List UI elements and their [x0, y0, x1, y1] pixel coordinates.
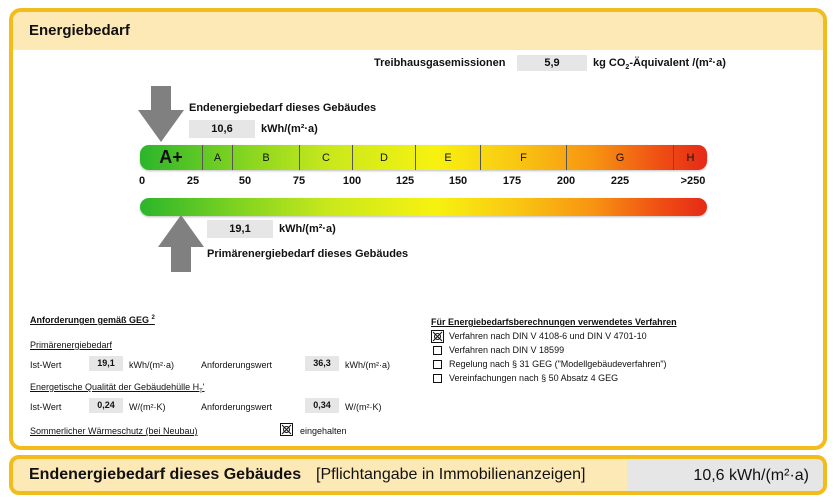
class-d: D [353, 145, 416, 170]
class-c: C [300, 145, 353, 170]
requirement-value-2-unit: W/(m²·K) [345, 402, 382, 412]
ist-value-label: Ist-Wert [30, 360, 62, 370]
method-option-label: Regelung nach § 31 GEG ("Modellgebäudeverfahren") [449, 359, 667, 369]
method-option-label: Verfahren nach DIN V 4108-6 und DIN V 4701-10 [449, 331, 647, 341]
method-option-checkbox[interactable] [431, 330, 444, 343]
requirement-value-2-label: Anforderungswert [201, 402, 273, 412]
envelope-quality-heading: Energetische Qualität der Gebäudehülle $H_T'$ [30, 382, 205, 395]
tick-label: 200 [556, 175, 576, 187]
check-cross-icon [280, 423, 293, 436]
method-option-checkbox[interactable] [433, 360, 442, 369]
primary-energy-value: 19,1 [207, 220, 273, 238]
check-cross-icon [431, 330, 444, 343]
class-b: B [233, 145, 300, 170]
efficiency-class-scale [140, 145, 707, 170]
primary-energy-arrow-icon [158, 215, 208, 272]
panel-title: Energiebedarf [29, 22, 130, 39]
class-e: E [416, 145, 481, 170]
requirements-heading: Anforderungen gemäß GEG $^2$ [30, 315, 155, 325]
method-option-label: Vereinfachungen nach § 50 Absatz 4 GEG [449, 373, 619, 383]
method-option-checkbox[interactable] [433, 374, 442, 383]
ist-value-unit: kWh/(m²·a) [129, 360, 174, 370]
tick-label: 125 [395, 175, 415, 187]
panel-header [13, 12, 823, 50]
requirement-value-2: 0,34 [305, 398, 339, 413]
footer-subtitle: [Pflichtangabe in Immobilienanzeigen] [316, 466, 586, 483]
class-a: A [203, 145, 233, 170]
tick-label: 50 [238, 175, 252, 187]
emissions-unit: kg $CO_2$-Äquivalent /(m²·a) [593, 57, 726, 72]
requirement-value-label: Anforderungswert [201, 360, 273, 370]
ist-value-2: 0,24 [89, 398, 123, 413]
listing-footer [9, 455, 827, 495]
tick-label: 100 [342, 175, 362, 187]
requirement-value-unit: kWh/(m²·a) [345, 360, 390, 370]
end-energy-arrow-icon [138, 86, 188, 142]
primary-energy-unit: kWh/(m²·a) [279, 223, 336, 235]
primary-energy-label: Primärenergiebedarf dieses Gebäudes [207, 248, 409, 260]
tick-label: 25 [186, 175, 200, 187]
emissions-value: 5,9 [517, 55, 587, 71]
end-energy-label: Endenergiebedarf dieses Gebäudes [189, 102, 377, 114]
tick-label: 150 [448, 175, 468, 187]
summer-heat-protection-checkbox[interactable] [280, 423, 293, 436]
footer-title: Endenergiebedarf dieses Gebäudes [29, 466, 302, 483]
class-h: H [686, 151, 695, 164]
method-heading: Für Energiebedarfsberechnungen verwendetes Verfahren [431, 317, 677, 327]
end-energy-value: 10,6 [189, 120, 255, 138]
emissions-label: Treibhausgasemissionen [374, 57, 506, 69]
summer-heat-protection-label: Sommerlicher Wärmeschutz (bei Neubau) [30, 426, 198, 436]
method-option-checkbox[interactable] [433, 346, 442, 355]
class-g: G [567, 145, 674, 170]
energy-demand-panel [9, 8, 827, 450]
primary-energy-gradient-bar [140, 198, 707, 216]
summer-heat-protection-status: eingehalten [300, 426, 347, 436]
end-energy-unit: kWh/(m²·a) [261, 123, 318, 135]
ist-value-2-label: Ist-Wert [30, 402, 62, 412]
requirement-value: 36,3 [305, 356, 339, 371]
tick-label: >250 [680, 175, 706, 187]
ist-value-2-unit: W/(m²·K) [129, 402, 166, 412]
tick-label: 225 [610, 175, 630, 187]
requirements-primary-heading: Primärenergiebedarf [30, 340, 113, 350]
ist-value: 19,1 [89, 356, 123, 371]
tick-label: 75 [292, 175, 306, 187]
class-a-plus: A+ [140, 145, 203, 170]
footer-value: 10,6 kWh/(m²·a) [627, 459, 823, 491]
method-option-label: Verfahren nach DIN V 18599 [449, 345, 565, 355]
class-f: F [481, 145, 567, 170]
tick-label: 175 [502, 175, 522, 187]
tick-label: 0 [138, 175, 146, 187]
